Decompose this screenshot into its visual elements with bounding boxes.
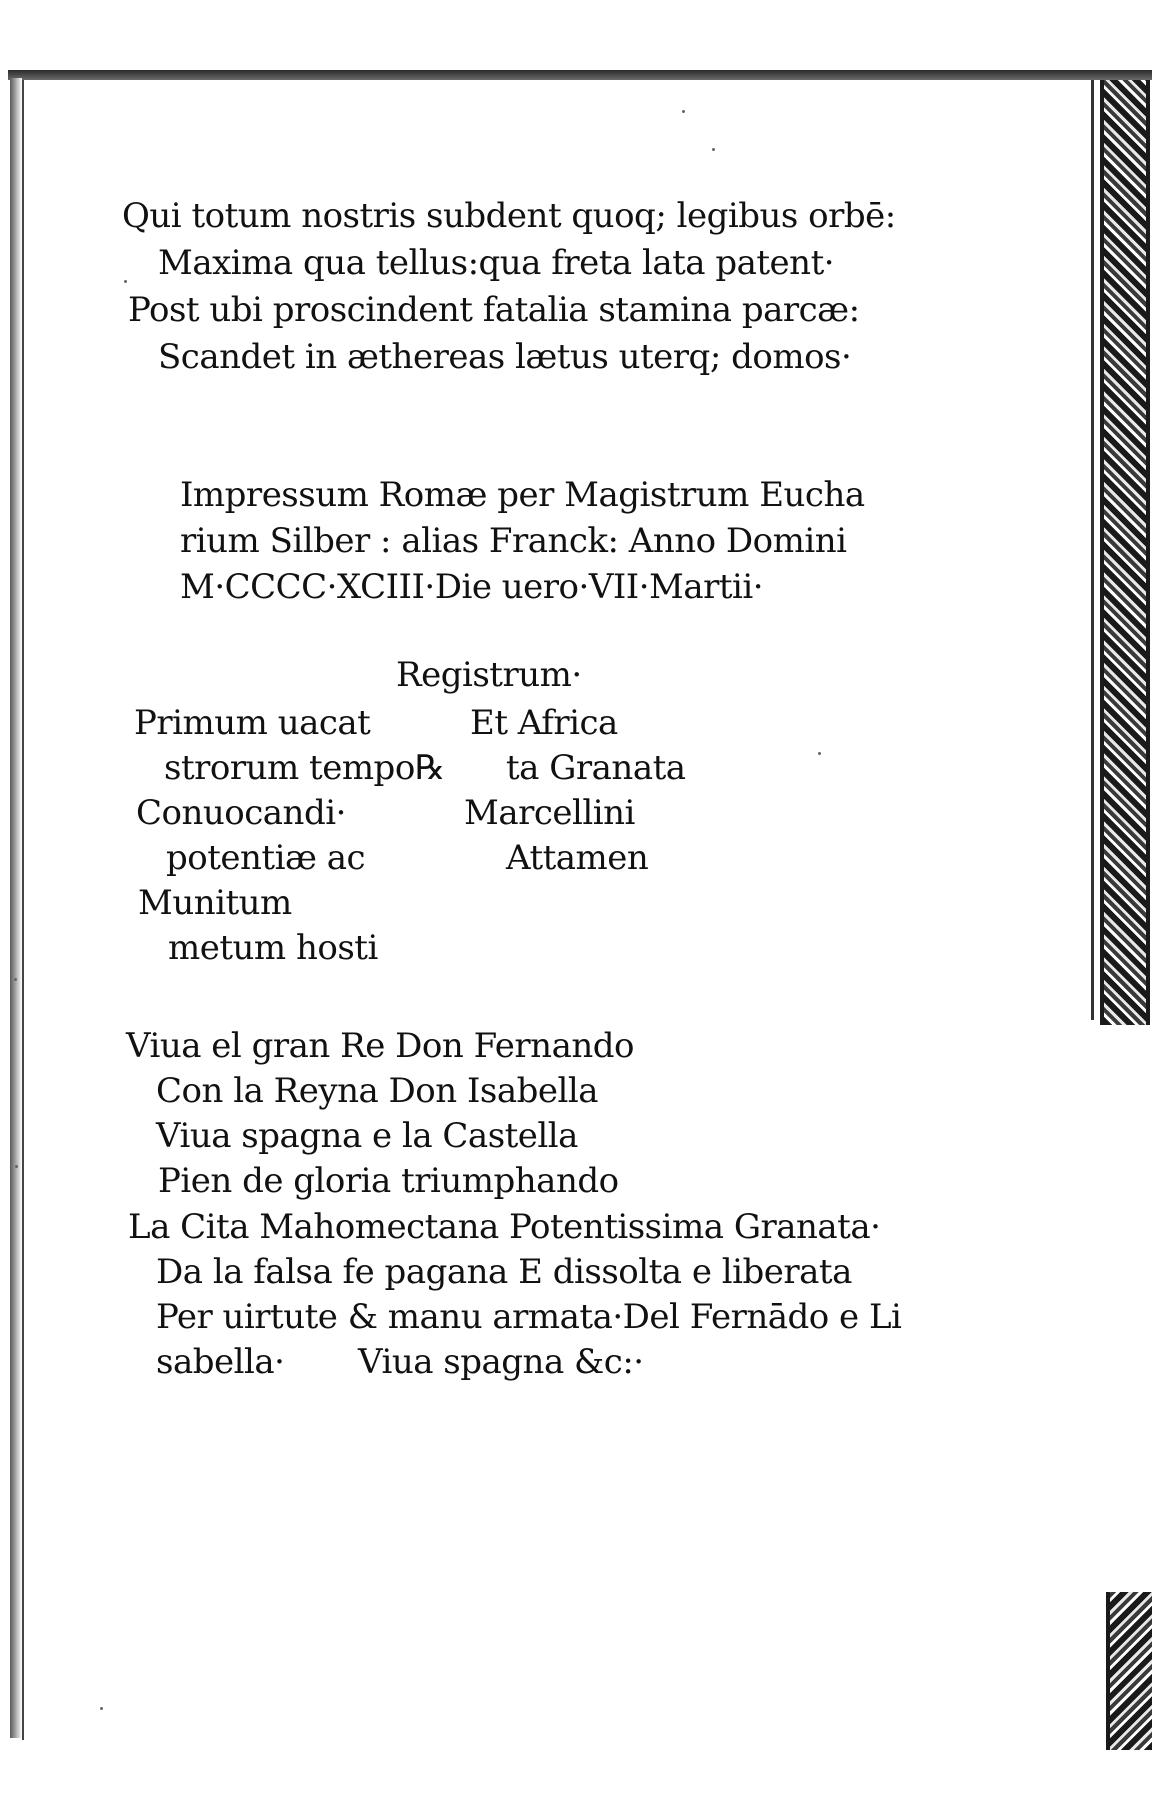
ornamental-border-lower <box>1106 1592 1152 1750</box>
verse-line: Scandet in æthereas lætus uterq; domos· <box>158 337 852 377</box>
song-line: Pien de gloria triumphando <box>158 1161 619 1201</box>
verse-line: Qui totum nostris subdent quoq; legibus orbē: <box>122 196 896 236</box>
song-line: Da la falsa fe pagana E dissolta e liberata <box>156 1252 852 1292</box>
song-refrain: Viua spagna &c:· <box>358 1342 644 1382</box>
verse-line: Maxima qua tellus:qua freta lata patent· <box>158 243 835 283</box>
song-line: Con la Reyna Don Isabella <box>156 1071 599 1111</box>
register-left-item: Conuocandi· <box>136 793 346 833</box>
page-top-edge <box>8 70 1152 80</box>
register-left-item: strorum tempo℞ <box>164 748 445 788</box>
register-right-item: Marcellini <box>464 793 635 833</box>
page-right-edge-line <box>1091 80 1094 1020</box>
register-right-item: Et Africa <box>470 703 618 743</box>
register-left-item: Primum uacat <box>134 703 371 743</box>
song-line: Viua el gran Re Don Fernando <box>126 1026 634 1066</box>
ornamental-border-upper <box>1100 80 1150 1025</box>
register-right-item: ta Granata <box>506 748 686 788</box>
register-left-item: metum hosti <box>168 928 378 968</box>
scan-speck <box>818 752 821 755</box>
verse-line: Post ubi proscindent fatalia stamina parcæ: <box>128 290 860 330</box>
page-left-shadow <box>10 78 22 1738</box>
page-left-edge-line <box>22 80 24 1740</box>
scan-speck <box>15 1165 18 1168</box>
song-line: Viua spagna e la Castella <box>156 1116 578 1156</box>
register-heading: Registrum· <box>396 655 582 695</box>
colophon-line: M·CCCC·XCIII·Die uero·VII·Martii· <box>180 567 764 607</box>
scan-speck <box>14 978 17 981</box>
scan-speck <box>682 110 685 113</box>
scan-speck <box>100 1707 103 1710</box>
scan-speck <box>712 148 715 151</box>
song-line: sabella· <box>156 1342 285 1382</box>
song-line: La Cita Mahomectana Potentissima Granata· <box>128 1207 881 1247</box>
song-line: Per uirtute & manu armata·Del Fernādo e Li <box>156 1297 902 1337</box>
register-left-item: potentiæ ac <box>166 838 366 878</box>
register-right-item: Attamen <box>506 838 649 878</box>
colophon-line: Impressum Romæ per Magistrum Eucha <box>180 475 865 515</box>
colophon-line: rium Silber : alias Franck: Anno Domini <box>180 521 847 561</box>
scan-speck <box>124 280 127 283</box>
register-left-item: Munitum <box>138 883 292 923</box>
